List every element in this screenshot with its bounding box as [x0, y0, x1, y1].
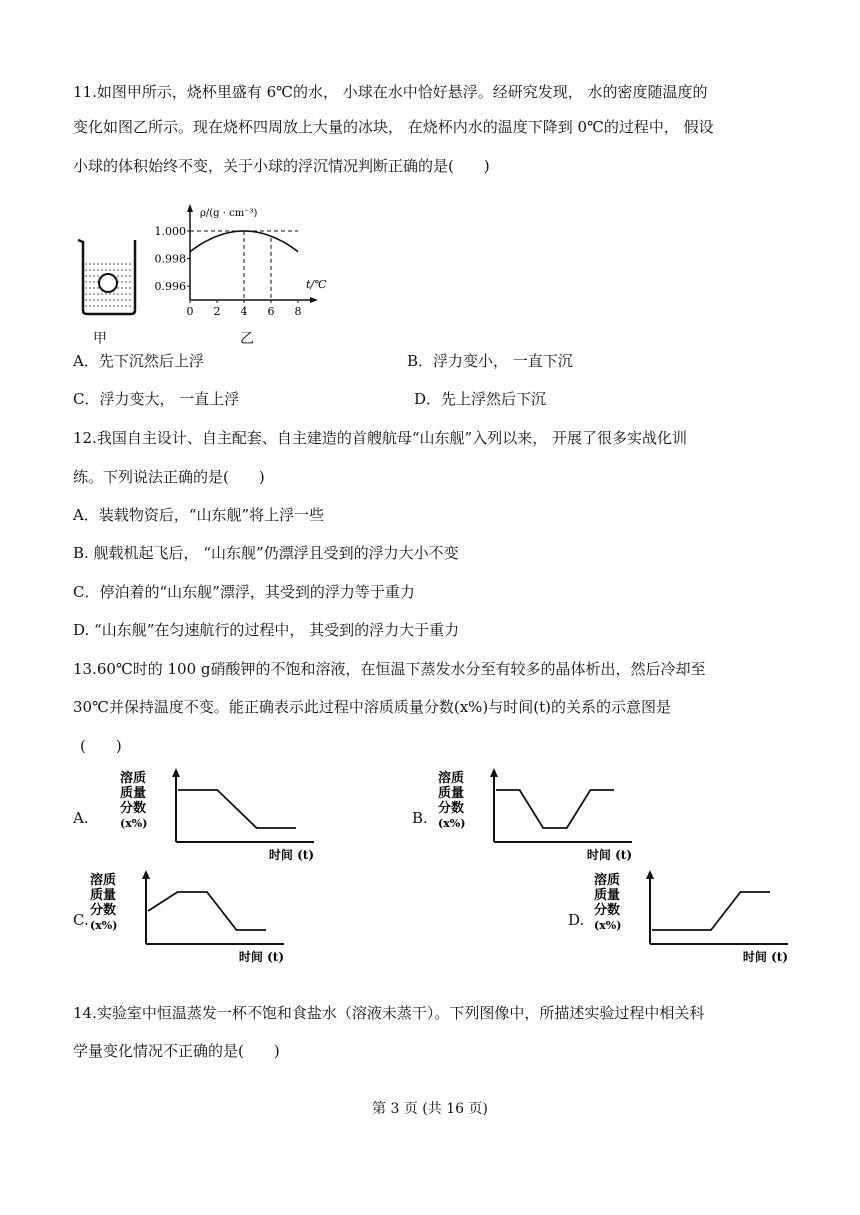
mini-ylabel: 溶质	[120, 771, 147, 786]
density-xtick-label: 6	[267, 305, 275, 318]
mini-series-line	[496, 790, 614, 828]
mini-xlabel: 时间 (t)	[742, 950, 788, 964]
q13-chart-c	[88, 864, 288, 968]
q13-option-b-letter: B.	[412, 809, 428, 827]
q13-chart-d	[592, 864, 792, 968]
density-ytick-label: 0.996	[154, 280, 186, 294]
q11-line-3: 小球的体积始终不变，关于小球的浮沉情况判断正确的是( )	[73, 157, 490, 175]
mini-xlabel: 时间 (t)	[268, 848, 314, 862]
mini-ylabel: 质量	[438, 786, 465, 801]
q13-option-a-letter: A.	[73, 809, 89, 827]
density-xlabel: t/℃	[306, 278, 327, 291]
q11-option-c: C．浮力变大， 一直上浮	[73, 390, 240, 408]
mini-ylabel: 分数	[594, 903, 621, 918]
density-xtick-label: 0	[186, 305, 194, 318]
mini-ylabel: 分数	[90, 903, 117, 918]
q11-option-a: A．先下沉然后上浮	[73, 352, 204, 370]
mini-series-line	[652, 892, 770, 930]
mini-ylabel: 质量	[90, 888, 117, 903]
mini-ylabel: 溶质	[438, 771, 465, 786]
q14-line-1: 14.实验室中恒温蒸发一杯不饱和食盐水（溶液未蒸干）。下列图像中，所描述实验过程中相关科	[73, 1004, 705, 1022]
mini-series-line	[178, 790, 296, 828]
q12-line-1: 12.我国自主设计、自主配套、自主建造的首艘航母“山东舰”入列以来， 开展了很多实战化训	[73, 429, 687, 447]
mini-ylabel: 质量	[120, 786, 147, 801]
fig-yi-label: 乙	[240, 331, 254, 347]
q11-option-d: D．先上浮然后下沉	[414, 390, 547, 408]
mini-y-arrow	[172, 768, 180, 777]
mini-ylabel: (x%)	[120, 817, 148, 830]
q11-line-1: 11.如图甲所示，烧杯里盛有 6℃的水， 小球在水中恰好悬浮。经研究发现， 水的密度随温度的	[73, 83, 708, 101]
density-ytick-label: 0.998	[154, 252, 186, 266]
mini-y-arrow	[646, 870, 654, 879]
mini-y-arrow	[142, 870, 150, 879]
mini-ylabel: 质量	[594, 888, 621, 903]
q11-line-2: 变化如图乙所示。现在烧杯四周放上大量的冰块， 在烧杯内水的温度下降到 0℃的过程中， 假设	[73, 118, 714, 136]
q13-option-c-letter: C.	[73, 911, 89, 929]
density-xtick-label: 8	[294, 305, 302, 318]
q13-chart-a	[118, 762, 318, 866]
q13-option-d-letter: D.	[568, 911, 585, 929]
density-ytick-label: 1.000	[154, 225, 186, 238]
q14-line-2: 学量变化情况不正确的是( )	[73, 1042, 280, 1060]
q12-option-b: B. 舰载机起飞后， “山东舰”仍漂浮且受到的浮力大小不变	[73, 544, 459, 562]
mini-ylabel: 溶质	[594, 873, 621, 888]
mini-ylabel: 分数	[438, 801, 465, 816]
q13-chart-b	[436, 762, 636, 866]
mini-y-arrow	[490, 768, 498, 777]
density-xtick-label: 2	[213, 305, 221, 318]
mini-xlabel: 时间 (t)	[586, 848, 632, 862]
mini-ylabel: (x%)	[90, 919, 118, 932]
q12-option-a: A．装载物资后，“山东舰”将上浮一些	[73, 506, 325, 524]
fig-jia-label: 甲	[93, 331, 107, 347]
q13-line-2: 30℃并保持温度不变。能正确表示此过程中溶质质量分数(x%)与时间(t)的关系的示意图是	[73, 698, 672, 716]
mini-ylabel: 分数	[120, 801, 147, 816]
density-ylabel: ρ/(g · cm⁻³)	[200, 208, 258, 219]
q12-option-d: D. “山东舰”在匀速航行的过程中， 其受到的浮力大于重力	[73, 621, 460, 639]
mini-ylabel: (x%)	[438, 817, 466, 830]
mini-ylabel: 溶质	[90, 873, 117, 888]
mini-series-line	[148, 892, 266, 930]
q12-option-c: C．停泊着的“山东舰”漂浮，其受到的浮力等于重力	[73, 583, 415, 601]
q13-line-3: ( )	[80, 737, 122, 755]
q11-option-b: B．浮力变小， 一直下沉	[407, 352, 573, 370]
mini-xlabel: 时间 (t)	[238, 950, 284, 964]
density-y-arrow	[187, 204, 193, 212]
q13-line-1: 13.60℃时的 100 g硝酸钾的不饱和溶液，在恒温下蒸发水分至有较多的晶体析出，然后冷却至	[73, 660, 706, 678]
density-chart	[152, 198, 342, 348]
q12-line-2: 练。下列说法正确的是( )	[73, 468, 265, 486]
density-x-arrow	[310, 297, 318, 303]
page-footer: 第 3 页 (共 16 页)	[372, 1101, 488, 1117]
density-xtick-label: 4	[240, 305, 248, 318]
beaker-figure	[75, 234, 141, 324]
mini-ylabel: (x%)	[594, 919, 622, 932]
